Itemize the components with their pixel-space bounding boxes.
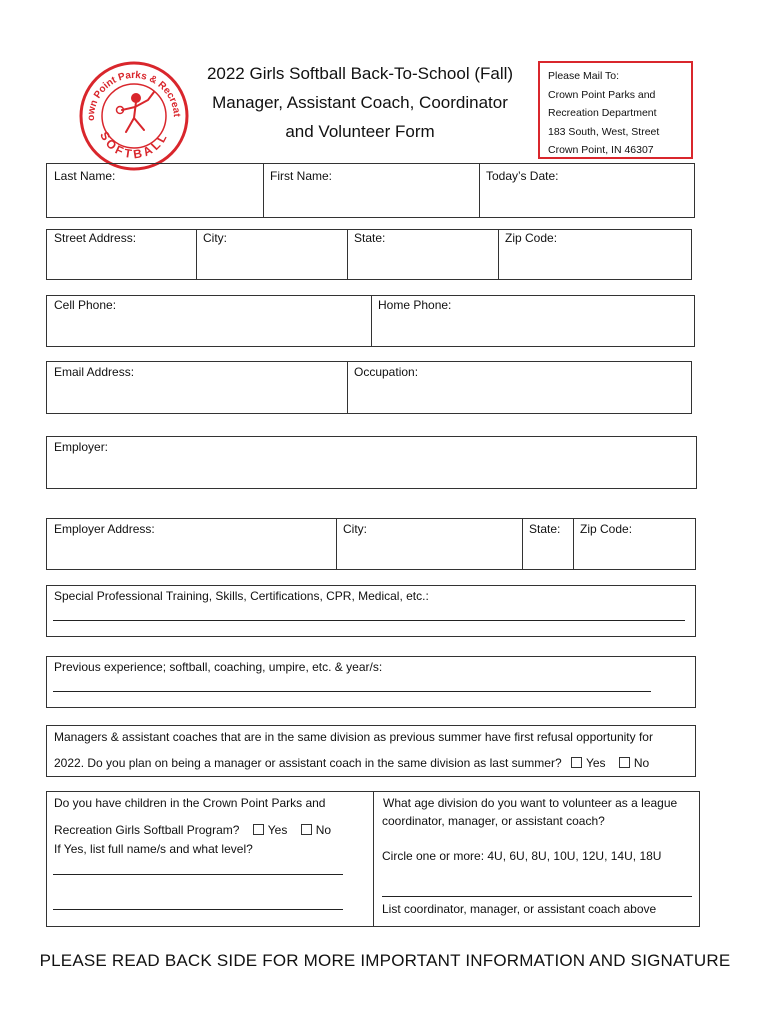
employer-city-field[interactable] <box>336 519 367 569</box>
children-no-option[interactable] <box>301 823 331 837</box>
form-title-line-3: and Volunteer Form <box>285 122 435 141</box>
division-list-instruction: List coordinator, manager, or assistant coach above <box>382 902 657 916</box>
employer-city-label: City: <box>343 522 367 536</box>
mail-line-2: Crown Point Parks and <box>548 88 656 101</box>
children-yes-label: Yes <box>267 823 288 837</box>
mail-line-4: 183 South, West, Street <box>548 125 660 138</box>
refusal-yes-checkbox[interactable] <box>571 757 582 768</box>
experience-label: Previous experience; softball, coaching, umpire, etc. & year/s: <box>54 660 383 674</box>
employer-field[interactable] <box>46 436 697 489</box>
home-phone-field[interactable] <box>371 296 452 346</box>
employer-state-label: State: <box>529 522 561 536</box>
children-line-2: Recreation Girls Softball Program? <box>54 823 240 837</box>
employer-label: Employer: <box>54 440 109 454</box>
occupation-field[interactable] <box>347 362 419 413</box>
experience-field[interactable] <box>46 656 696 708</box>
crown-point-softball-logo <box>78 60 190 172</box>
email-occupation-row <box>46 361 692 414</box>
address-row <box>46 229 692 280</box>
children-no-label: No <box>315 823 332 837</box>
refusal-no-checkbox[interactable] <box>619 757 630 768</box>
city-label: City: <box>203 231 227 245</box>
division-line-2: coordinator, manager, or assistant coach? <box>382 814 605 828</box>
occupation-label: Occupation: <box>354 365 419 379</box>
division-line-1: What age division do you want to volunteer as a league <box>383 796 678 810</box>
employer-zip-label: Zip Code: <box>580 522 633 536</box>
division-circle-options: Circle one or more: 4U, 6U, 8U, 10U, 12U, 14U, 18U <box>382 849 662 863</box>
name-date-row <box>46 163 695 218</box>
refusal-yes-label: Yes <box>585 756 606 770</box>
mail-line-5: Crown Point, IN 46307 <box>548 144 654 156</box>
email-address-label: Email Address: <box>54 365 135 379</box>
todays-date-field[interactable] <box>479 164 559 217</box>
children-yes-checkbox[interactable] <box>253 824 264 835</box>
form-title-line-1: 2022 Girls Softball Back-To-School (Fall) <box>206 64 514 83</box>
zip-code-label: Zip Code: <box>505 231 558 245</box>
state-field[interactable] <box>347 230 386 279</box>
refusal-yes-option[interactable] <box>571 756 606 770</box>
refusal-line-2-wrap <box>54 756 649 770</box>
children-yes-option[interactable] <box>253 823 288 837</box>
refusal-no-label: No <box>633 756 650 770</box>
mailing-address-box <box>538 61 693 159</box>
todays-date-label: Today’s Date: <box>486 169 559 183</box>
children-no-checkbox[interactable] <box>301 824 312 835</box>
training-answer-line <box>53 620 685 621</box>
home-phone-label: Home Phone: <box>378 298 452 312</box>
refusal-no-option[interactable] <box>619 756 649 770</box>
experience-answer-line <box>53 691 651 692</box>
refusal-line-2: 2022. Do you plan on being a manager or assistant coach in the same division as last summer? <box>54 756 562 770</box>
division-column <box>373 792 678 926</box>
first-refusal-section <box>46 725 696 777</box>
form-title-line-2: Manager, Assistant Coach, Coordinator <box>212 93 508 112</box>
last-name-label: Last Name: <box>54 169 116 183</box>
cell-phone-label: Cell Phone: <box>54 298 117 312</box>
employer-address-row <box>46 518 696 570</box>
logo-top-text: own Point Parks & Recreat <box>85 69 183 121</box>
street-address-label: Street Address: <box>54 231 137 245</box>
first-name-field[interactable] <box>263 164 333 217</box>
phone-row <box>46 295 695 347</box>
first-name-label: First Name: <box>270 169 333 183</box>
mail-line-3: Recreation Department <box>548 107 657 119</box>
employer-zip-field[interactable] <box>573 519 633 569</box>
mail-line-1: Please Mail To: <box>548 70 620 82</box>
children-division-section <box>46 791 700 927</box>
zip-code-field[interactable] <box>498 230 558 279</box>
children-line-2-wrap <box>54 823 331 837</box>
children-line-1: Do you have children in the Crown Point Parks and <box>54 796 326 810</box>
children-answer-line-2[interactable] <box>53 909 343 910</box>
city-field[interactable] <box>196 230 227 279</box>
division-answer-line[interactable] <box>382 896 692 897</box>
read-back-side-notice: PLEASE READ BACK SIDE FOR MORE IMPORTANT INFORMATION AND SIGNATURE <box>39 951 731 970</box>
employer-address-label: Employer Address: <box>54 522 155 536</box>
logo-bottom-text: SOFTBALL <box>97 129 171 162</box>
training-label: Special Professional Training, Skills, Certifications, CPR, Medical, etc.: <box>54 589 429 603</box>
refusal-line-1: Managers & assistant coaches that are in the same division as previous summer have first refusal opportunity for <box>54 730 653 744</box>
training-field[interactable] <box>46 585 696 637</box>
employer-state-field[interactable] <box>522 519 561 569</box>
children-line-3: If Yes, list full name/s and what level? <box>54 842 253 856</box>
state-label: State: <box>354 231 386 245</box>
children-answer-line-1[interactable] <box>53 874 343 875</box>
